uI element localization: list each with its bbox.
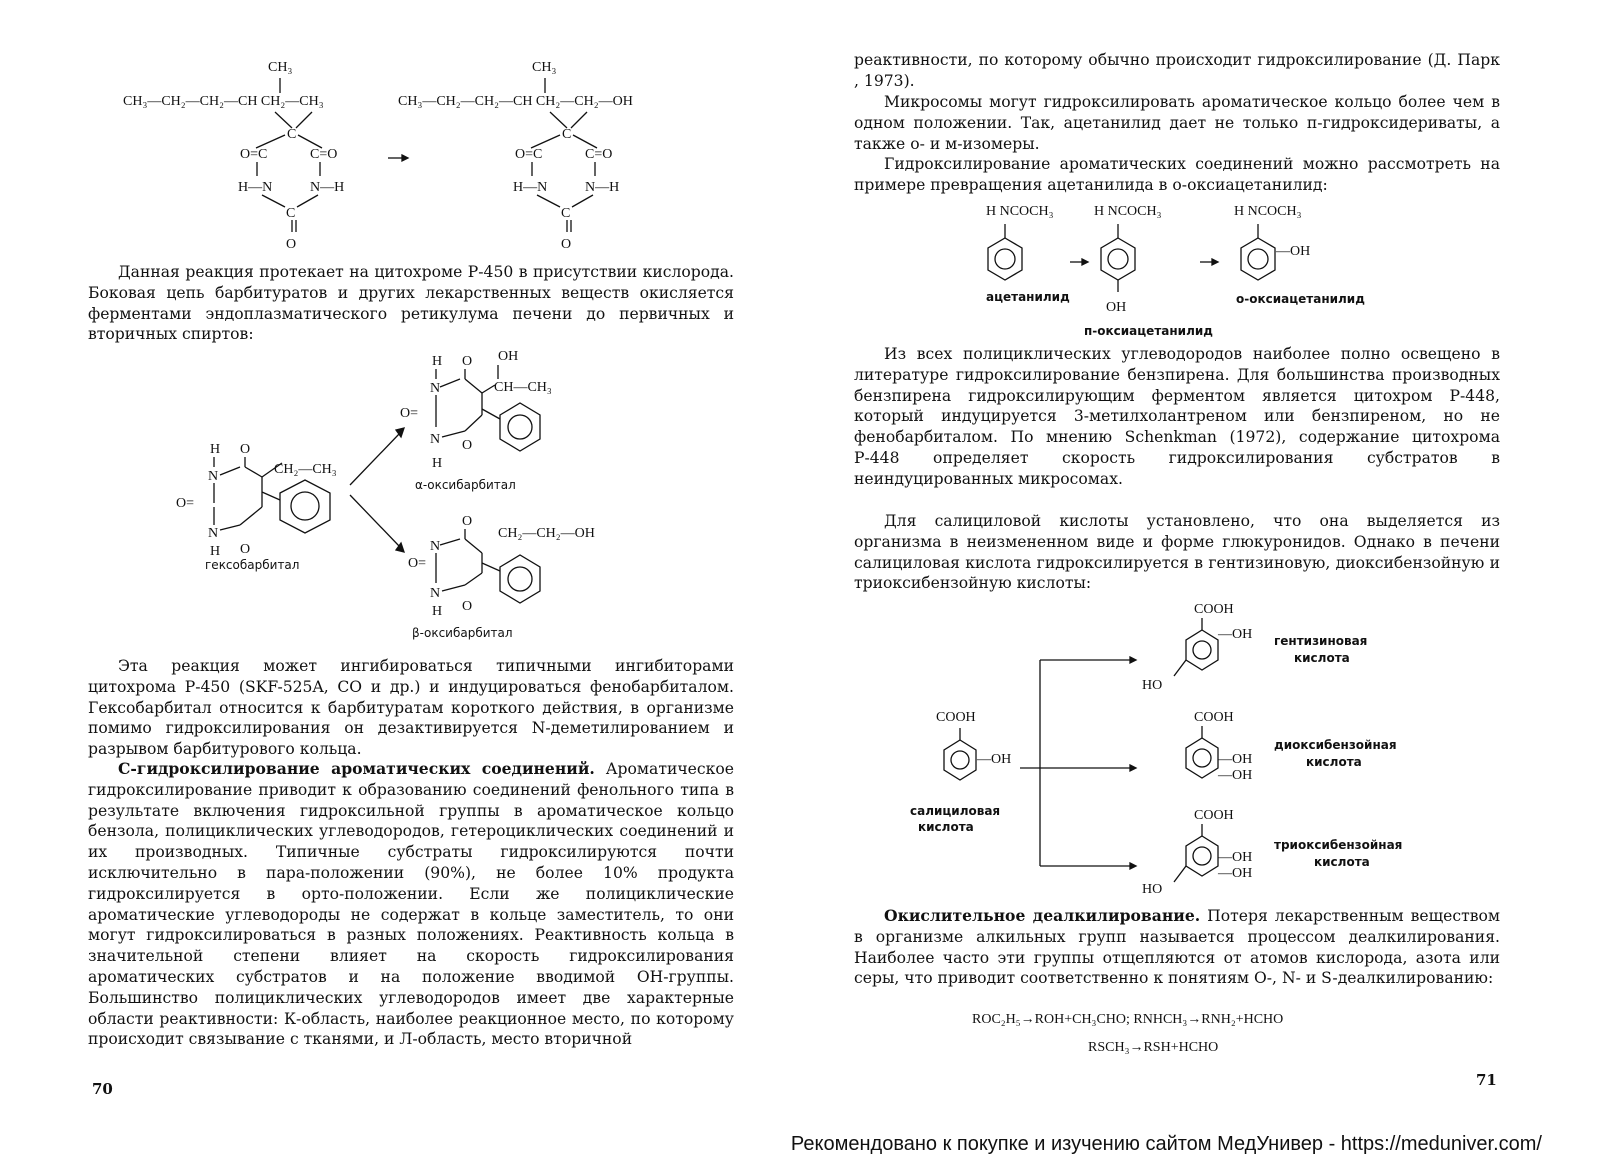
svg-text:N—H: N—H — [310, 180, 345, 195]
acetanilide-drawing — [800, 220, 1500, 340]
svg-text:C: C — [286, 206, 296, 221]
gentisic-ho: HO — [1142, 678, 1163, 693]
svg-text:N—H: N—H — [585, 180, 620, 195]
p-oxy-oh: OH — [1106, 300, 1127, 315]
label-trioxybenzoic-acid: кислота — [1314, 855, 1370, 869]
hexobarbital-ethyl: CH₂—CH₃ — [274, 462, 337, 477]
dioxy-oh-1: —OH — [1218, 752, 1253, 767]
paragraph-salicylic: Для салициловой кислоты установлено, что она выделяется из организма в неизмененном виде и форме глюкуронидов. Однако в печени салициловая кислота гидроксилируется в гентизиновую, диоксибензойную и триоксибензойную кислоты: — [854, 512, 1500, 593]
label-o-oxyacetanilide: о-оксиацетанилид — [1236, 292, 1365, 306]
svg-text:O=: O= — [176, 496, 195, 511]
svg-text:N: N — [208, 469, 219, 484]
svg-text:H: H — [432, 354, 443, 369]
o-oxy-group: H NCOCH₃ — [1234, 204, 1302, 219]
svg-text:N: N — [430, 432, 441, 447]
page-number-right: 71 — [1476, 1071, 1497, 1089]
heading-c-hydroxylation: С-гидроксилирование ароматических соединений. — [118, 759, 595, 778]
trioxy-oh-1: —OH — [1218, 850, 1253, 865]
svg-text:C: C — [287, 127, 297, 142]
svg-text:O: O — [286, 237, 297, 252]
dioxy-cooh: COOH — [1194, 710, 1234, 725]
side-chain-right: CH₃—CH₂—CH₂—CH CH₂—CH₂—OH — [398, 94, 633, 109]
label-p-oxyacetanilide: п-оксиацетанилид — [1084, 324, 1213, 338]
svg-text:N: N — [430, 586, 441, 601]
paragraph-dealkylation — [854, 906, 1500, 989]
svg-text:O: O — [462, 599, 473, 614]
svg-text:O: O — [561, 237, 572, 252]
alpha-oh: OH — [498, 349, 519, 364]
equation-s-dealkylation: RSCH₃→RSH+HCHO — [1088, 1040, 1219, 1055]
text-dealkylation: Потеря лекарственным веществом в организме алкильных групп называется процессом деалкилирования. Наиболее часто эти группы отщепляются от атомов кислорода, азота или серы, что приводит соответственно к понятиям О-, N- и S-деалкилированию: — [854, 907, 1500, 988]
paragraph-aromatic-hydroxylation — [88, 759, 734, 1050]
label-gentisic-acid: кислота — [1294, 651, 1350, 665]
dioxy-oh-2: —OH — [1218, 768, 1253, 783]
svg-text:H: H — [210, 544, 221, 559]
text-c-hydroxylation: Ароматическое гидроксилирование приводит к образованию соединений фенольного типа в результате включения гидроксильной группы в ароматическое кольцо бензола, полициклических углеводородов, гетероциклических соединений и их производных. Типичные субстраты гидроксилируются почти исключительно в пара-положении (90%), не более 10% продукта гидроксилируется в орто-положении. Если же полициклические ароматические углеводороды не содержат в кольце заместитель, то они могут гидроксилироваться в разных положениях. Реактивность кольца в значительной степени влияет на скорость гидроксилирования ароматических субстратов и на положение вводимой ОН-группы. Большинство полициклических углеводородов имеет две характерные области реактивности: К-область, наиболее реакционное место, по которому происходит связывание с тканями, и Л-область, место вторичной — [88, 760, 734, 1049]
label-alpha-oxybarbital: α-оксибарбитал — [415, 478, 516, 492]
svg-text:O=: O= — [400, 406, 419, 421]
label-trioxybenzoic: триоксибензойная — [1274, 838, 1403, 852]
gentisic-oh: —OH — [1218, 627, 1253, 642]
salicylic-cooh: COOH — [936, 710, 976, 725]
salicylic-oh: —OH — [977, 752, 1012, 767]
label-salicylic: салициловая — [910, 804, 1001, 818]
svg-text:O: O — [240, 542, 251, 557]
beta-side-chain: CH₂—CH₂—OH — [498, 526, 595, 541]
heading-dealkylation: Окислительное деалкилирование. — [884, 906, 1201, 925]
paragraph-acetanilide-intro: Гидроксилирование ароматических соединений можно рассмотреть на примере превращения ацетанилида в о-оксиацетанилид: — [854, 155, 1500, 194]
svg-text:H—N: H—N — [513, 180, 548, 195]
barbiturate-ring-drawing — [0, 0, 740, 260]
label-gentisic: гентизиновая — [1274, 634, 1368, 648]
right-page — [800, 0, 1600, 1120]
ch3-label-1: CH₃ — [268, 60, 293, 75]
alpha-side-chain: CH—CH₃ — [494, 380, 552, 395]
hexobarbital-drawing — [0, 345, 740, 645]
svg-text:O: O — [462, 438, 473, 453]
svg-text:O: O — [462, 354, 473, 369]
svg-text:H: H — [432, 456, 443, 471]
left-page — [0, 0, 790, 1120]
svg-text:N: N — [208, 526, 219, 541]
acetanilide-group: H NCOCH₃ — [986, 204, 1054, 219]
gentisic-cooh: COOH — [1194, 602, 1234, 617]
label-hexobarbital: гексобарбитал — [205, 558, 300, 572]
equation-o-n-dealkylation: ROC₂H₅→ROH+CH₃CHO; RNHCH₃→RNH₂+HCHO — [972, 1012, 1284, 1027]
svg-text:C: C — [562, 127, 572, 142]
svg-text:O=C: O=C — [240, 147, 268, 162]
ch3-label-2: CH₃ — [532, 60, 557, 75]
svg-text:C=O: C=O — [310, 147, 338, 162]
svg-text:H: H — [210, 442, 221, 457]
svg-text:O: O — [462, 514, 473, 529]
trioxy-cooh: COOH — [1194, 808, 1234, 823]
svg-text:N: N — [430, 381, 441, 396]
label-dioxybenzoic-acid: кислота — [1306, 755, 1362, 769]
label-dioxybenzoic: диоксибензойная — [1274, 738, 1397, 752]
svg-text:C=O: C=O — [585, 147, 613, 162]
label-salicylic-acid: кислота — [918, 820, 974, 834]
page-number-left: 70 — [92, 1080, 113, 1098]
svg-text:C: C — [561, 206, 571, 221]
label-acetanilide: ацетанилид — [986, 290, 1070, 304]
side-chain-left: CH₃—CH₂—CH₂—CH CH₂—CH₃ — [123, 94, 324, 109]
trioxy-oh-2: —OH — [1218, 866, 1253, 881]
footer-recommendation: Рекомендовано к покупке и изучению сайтом МедУнивер - https://meduniver.com/ — [790, 1133, 1542, 1155]
paragraph-reactivity-cont: реактивности, по которому обычно происходит гидроксилирование (Д. Парк , 1973). — [854, 51, 1500, 90]
svg-text:O: O — [240, 442, 251, 457]
svg-text:O=C: O=C — [515, 147, 543, 162]
paragraph-benzpyrene: Из всех полициклических углеводородов наиболее полно освещено в литературе гидроксилирование бензпирена. Для большинства производных бензпирена гидроксилирующим ферментом является цитохром Р-448, который индуцируется 3-метилхолантреном или бензпиреном, но не фенобарбиталом. По мнению Schenkman (1972), содержание цитохрома Р-448 определяет скорость гидроксилирования субстратов в неиндуцированных микросомах. — [854, 345, 1500, 488]
paragraph-microsomes: Микросомы могут гидроксилировать ароматическое кольцо более чем в одном положении. Так, ацетанилид дает не только п-гидроксидериваты, а также о- и м-изомеры. — [854, 93, 1500, 153]
svg-text:N: N — [430, 539, 441, 554]
paragraph-inhibition: Эта реакция может ингибироваться типичными ингибиторами цитохрома Р-450 (SKF-525A, CO и др.) и индуцироваться фенобарбиталом. Гексобарбитал относится к барбитуратам короткого действия, в организме помимо гидроксилирования он дезактивируется N-деметилированием и разрывом барбитурового кольца. — [88, 657, 734, 759]
label-beta-oxybarbital: β-оксибарбитал — [412, 626, 513, 640]
paragraph-cytochrome-p450: Данная реакция протекает на цитохроме Р-450 в присутствии кислорода. Боковая цепь барбитуратов и других лекарственных веществ окисляется ферментами эндоплазматического ретикулума печени до первичных и вторичных спиртов: — [88, 263, 734, 344]
o-oxy-oh: —OH — [1276, 244, 1311, 259]
p-oxy-group: H NCOCH₃ — [1094, 204, 1162, 219]
svg-text:O=: O= — [408, 556, 427, 571]
svg-text:H: H — [432, 604, 443, 619]
svg-text:H—N: H—N — [238, 180, 273, 195]
trioxy-ho: HO — [1142, 882, 1163, 897]
